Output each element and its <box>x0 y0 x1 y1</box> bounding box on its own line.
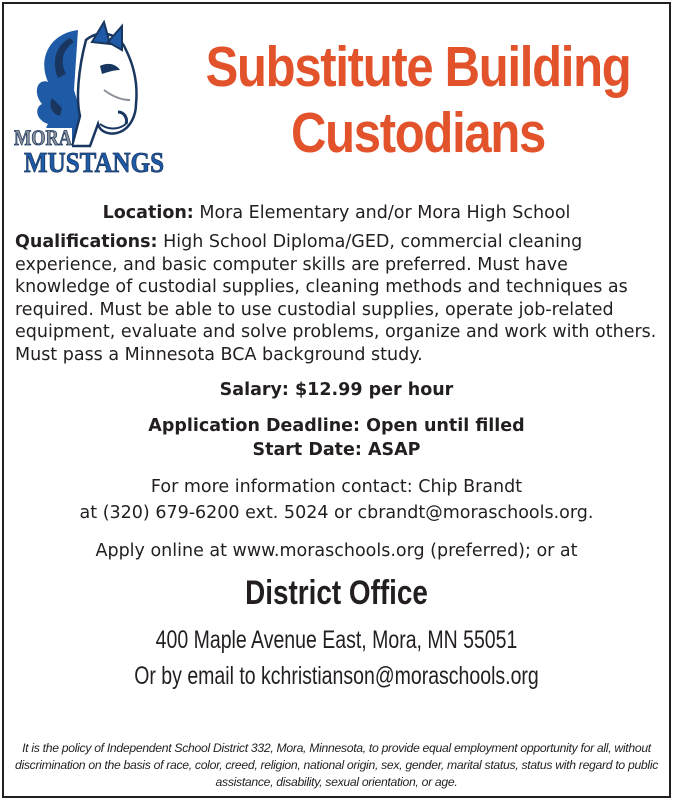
title-line-1: Substitute Building <box>205 35 631 99</box>
logo-text-mora: MORA <box>14 125 73 150</box>
qualifications <box>15 231 657 366</box>
start-date: Start Date: ASAP <box>252 440 421 460</box>
apply-online: Apply online at www.moraschools.org (preferred); or at <box>95 541 578 561</box>
location <box>4 201 669 225</box>
page-title <box>204 34 632 166</box>
header <box>4 4 669 194</box>
mustang-head-icon <box>8 20 170 178</box>
title-line-2: Custodians <box>290 101 545 165</box>
contact-info <box>4 474 669 526</box>
email-line: Or by email to kchristianson@moraschools.org <box>134 662 539 690</box>
location-label: Location: <box>102 203 194 223</box>
posting-body <box>4 201 669 694</box>
application-deadline: Application Deadline: Open until filled <box>148 416 525 436</box>
district-office-heading: District Office <box>245 574 428 612</box>
deadline-block <box>4 414 669 462</box>
logo-text-mustangs: MUSTANGS <box>24 148 164 178</box>
district-office-address <box>77 622 596 694</box>
contact-line-1: For more information contact: Chip Brandt <box>150 477 523 497</box>
job-posting <box>2 2 671 798</box>
salary: Salary: $12.99 per hour <box>219 380 454 400</box>
qualifications-label: Qualifications: <box>15 232 158 252</box>
equal-opportunity-policy: It is the policy of Independent School District 332, Mora, Minnesota, to provide equal employment opportunity for all, without discrimination on the basis of race, color, creed, religion, national origin, sex, gender, marital status, status with regard to public assistance, disability, sexual orientation, or age. <box>14 741 659 789</box>
location-value: Mora Elementary and/or Mora High School <box>199 203 571 223</box>
qualifications-text: High School Diploma/GED, commercial cleaning experience, and basic computer skills are preferred. Must have knowledge of custodial supplies, cleaning methods and techniques as required. Must be able to use custodial supplies, operate job-related equipment, evaluate and solve problems, organize and work with others. Must pass a Minnesota BCA background study. <box>15 232 657 365</box>
mora-mustangs-logo <box>8 20 170 178</box>
address-line: 400 Maple Avenue East, Mora, MN 55051 <box>155 626 518 654</box>
contact-line-2: at (320) 679-6200 ext. 5024 or cbrandt@moraschools.org. <box>79 503 594 523</box>
